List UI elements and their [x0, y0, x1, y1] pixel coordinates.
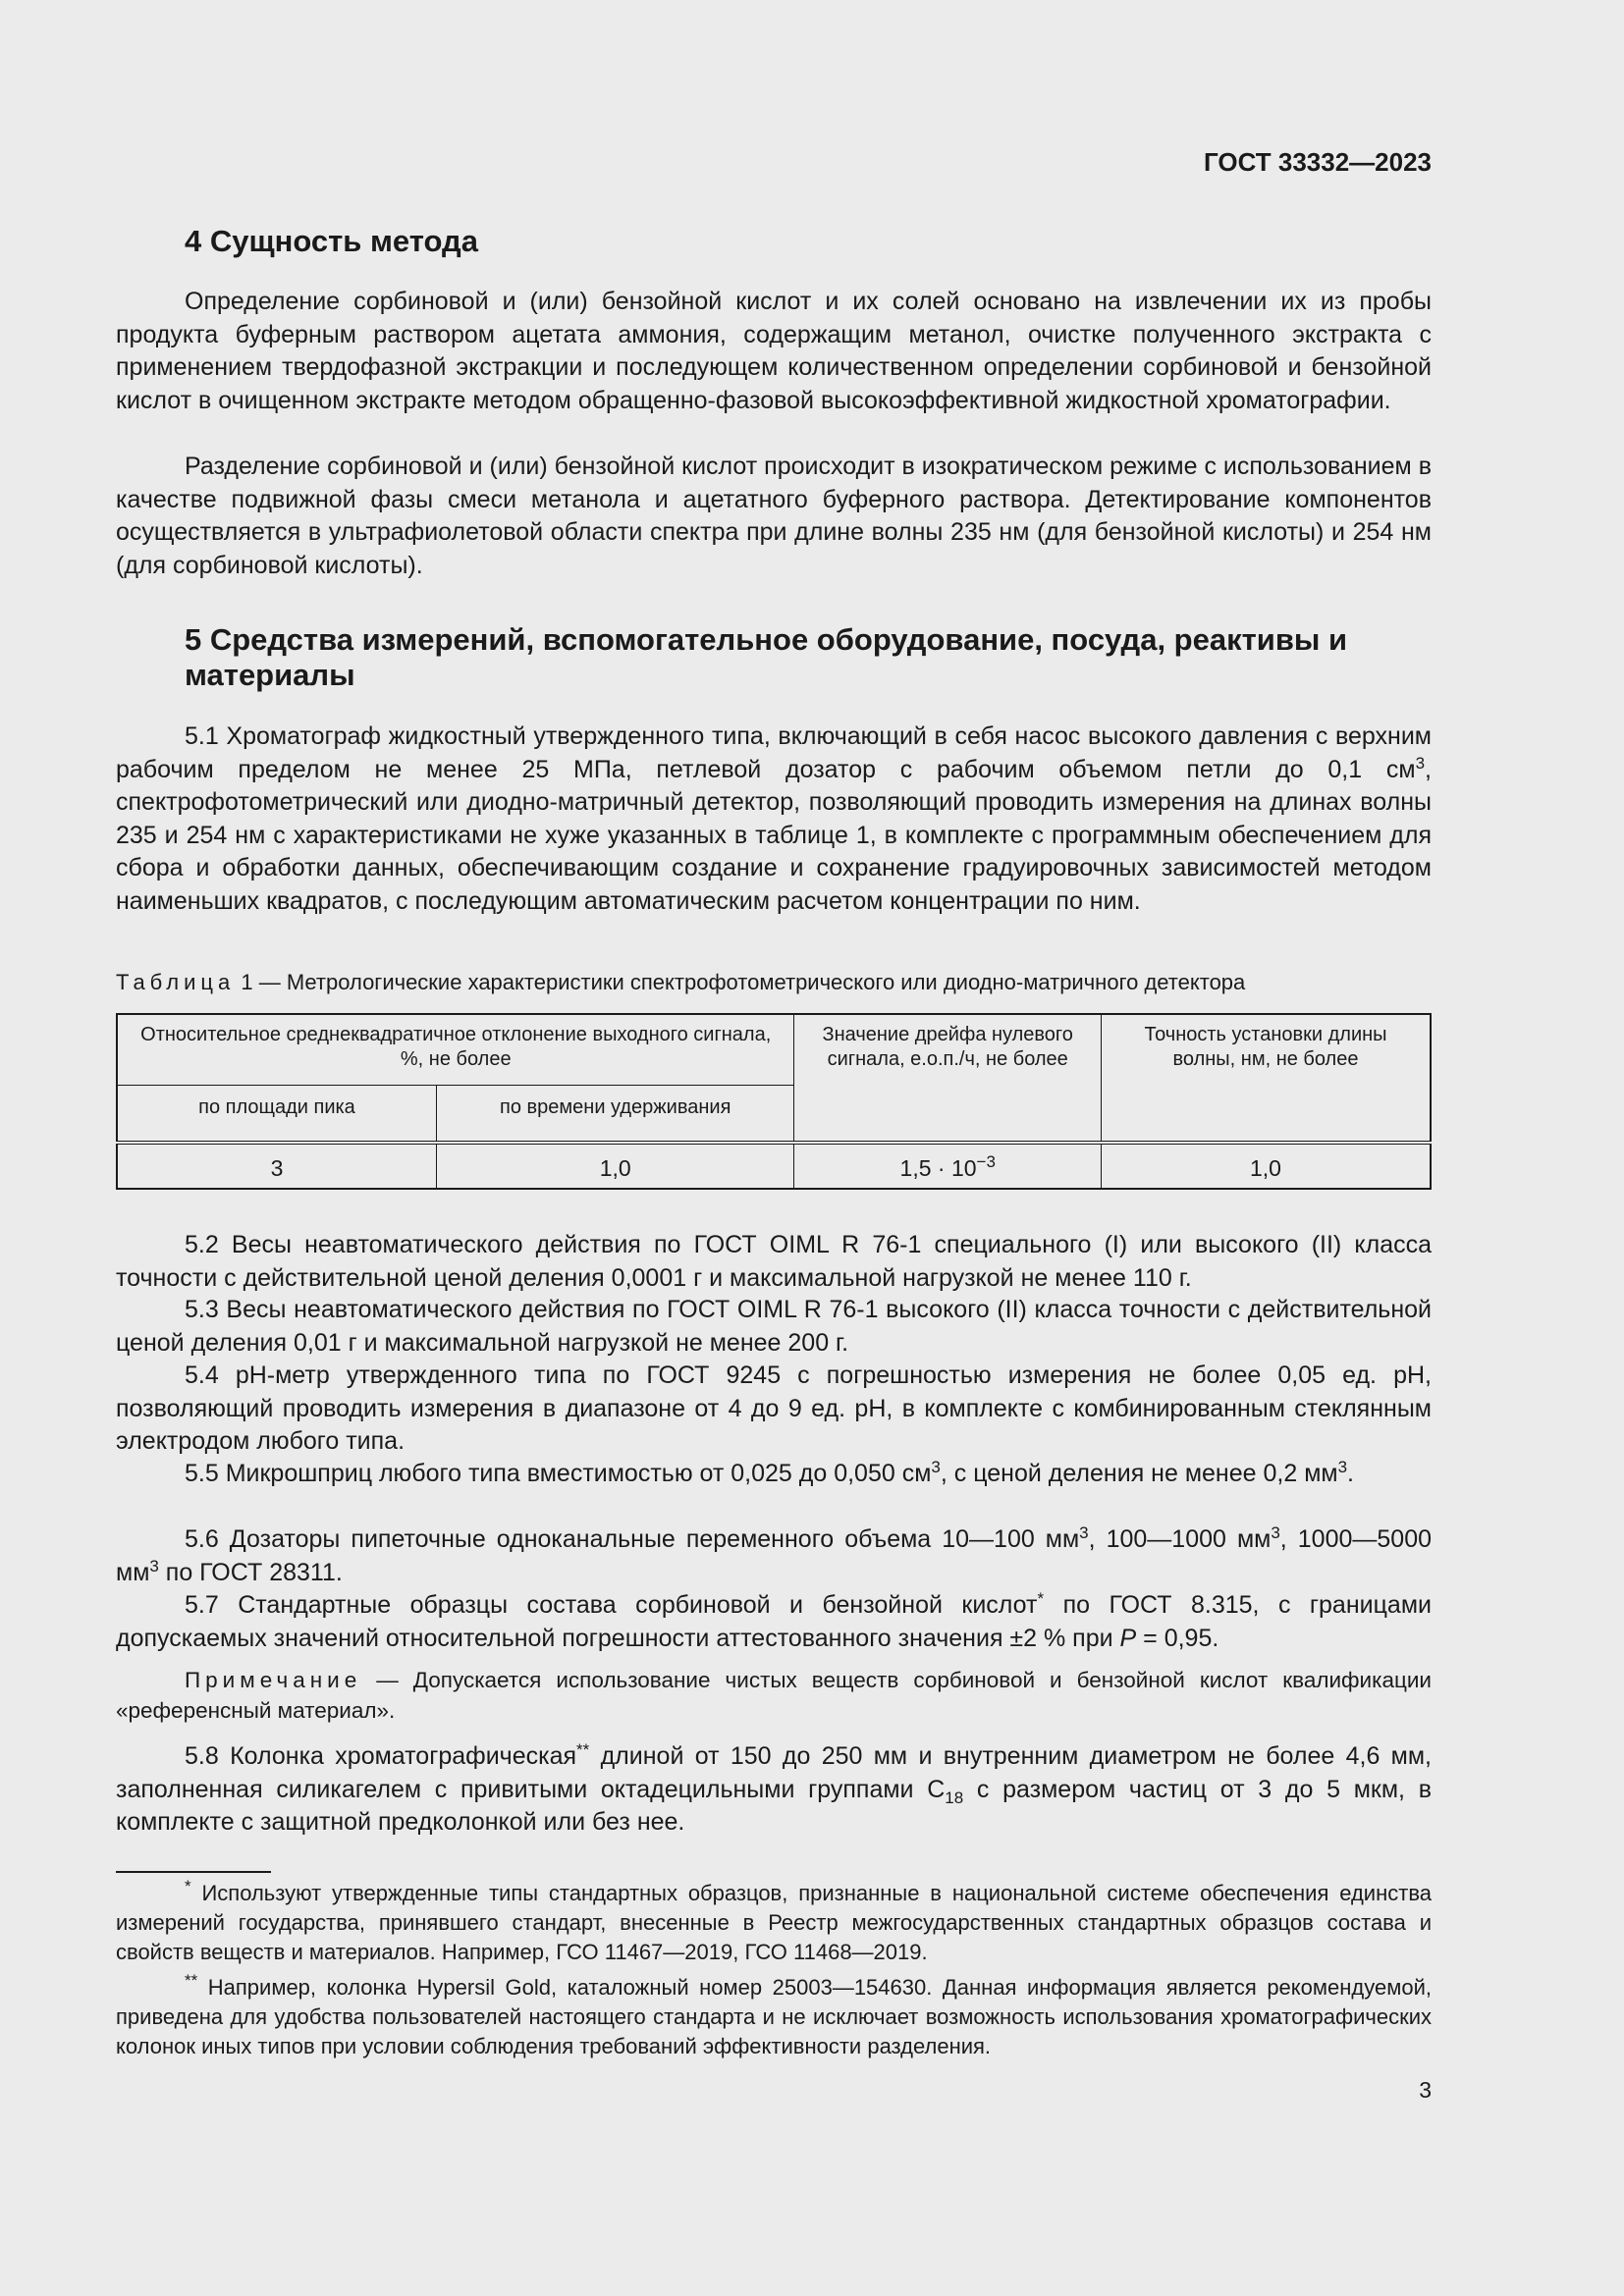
- value-wavelength: 1,0: [1101, 1143, 1431, 1189]
- paragraph-5-3: 5.3 Весы неавтоматического действия по ГОСТ OIML R 76-1 высокого (II) класса точности с действительной ценой деления 0,01 г и максимальной нагрузкой не менее 200 г.: [116, 1296, 1432, 1357]
- table-1: [116, 1013, 1432, 1190]
- paragraph-5-5: 5.5 Микрошприц любого типа вместимостью от 0,025 до 0,050 $см^3$, с ценой деления не менее 0,2 $мм^3$.: [185, 1458, 1354, 1487]
- header-peak-area: по площади пика: [117, 1086, 436, 1144]
- header-drift: Значение дрейфа нулевого сигнала, е.о.п./ч, не более: [794, 1014, 1102, 1143]
- value-drift: $1,5 \cdot 10^{-3}$: [794, 1143, 1102, 1189]
- footnote-1: * Используют утвержденные типы стандартных образцов, признанные в национальной системе обеспечения единства измерений государства, принявшего стандарт, внесенные в Реестр межгосударственных стандартных образцов состава и свойств веществ и материалов. Например, ГСО 11467—2019, ГСО 11468—2019.: [116, 1877, 1432, 1964]
- section-4-title: 4 Сущность метода: [185, 224, 478, 258]
- section-4-paragraph-1: Определение сорбиновой и (или) бензойной кислот и их солей основано на извлечении их из пробы продукта буферным раствором ацетата аммония, содержащим метанол, очистке полученного экстракта с применением твердофазной экстракции и последующем количественном определении сорбиновой и бензойной кислот в очищенном экстракте методом обращенно-фазовой высокоэффективной жидкостной хроматографии.: [116, 288, 1432, 414]
- paragraph-5-1: 5.1 Хроматограф жидкостный утвержденного типа, включающий в себя насос высокого давления с верхним рабочим пределом не менее 25 МПа, петлевой дозатор с рабочим объемом петли до 0,1 $см^3$, спектрофотометрический или диодно-матричный детектор, позволяющий проводить измерения на длинах волны 235 и 254 нм с характеристиками не хуже указанных в таблице 1, в комплекте с программным обеспечением для сбора и обработки данных, обеспечивающим создание и сохранение градуировочных зависимостей методом наименьших квадратов, с последующим автоматическим расчетом концентрации по ним.: [116, 722, 1432, 915]
- value-peak-area: 3: [117, 1143, 436, 1189]
- paragraph-5-6: 5.6 Дозаторы пипеточные одноканальные переменного объема 10—100 $мм^3$, 100—1000 $мм^3$, 1000—5000 $мм^3$ по ГОСТ 28311.: [116, 1523, 1432, 1586]
- header-rsd: Относительное среднеквадратичное отклонение выходного сигнала, %, не более: [117, 1014, 794, 1086]
- paragraph-5-2: 5.2 Весы неавтоматического действия по ГОСТ OIML R 76-1 специального (I) или высокого (II) класса точности с действительной ценой деления 0,0001 г и максимальной нагрузкой не менее 110 г.: [116, 1231, 1432, 1292]
- table-1-caption: Таблица 1 — Метрологические характеристики спектрофотометрического или диодно-матричного детектора: [116, 970, 1246, 994]
- note: Примечание — Допускается использование чистых веществ сорбиновой и бензойной кислот квалификации «референсный материал».: [116, 1668, 1432, 1723]
- footnote-2: ** Например, колонка Hypersil Gold, каталожный номер 25003—154630. Данная информация является рекомендуемой, приведена для удобства пользователей настоящего стандарта и не исключает возможность использования хроматографических колонок иных типов при условии соблюдения требований эффективности разделения.: [116, 1971, 1432, 2058]
- page-number: 3: [1419, 2077, 1432, 2103]
- header-wavelength: Точность установки длины волны, нм, не более: [1101, 1014, 1431, 1143]
- header-retention-time: по времени удерживания: [436, 1086, 793, 1144]
- value-retention-time: 1,0: [436, 1143, 793, 1189]
- section-4-paragraph-2: Разделение сорбиновой и (или) бензойной кислот происходит в изократическом режиме с использованием в качестве подвижной фазы смеси метанола и ацетатного буферного раствора. Детектирование компонентов осуществляется в ультрафиолетовой области спектра при длине волны 235 нм (для бензойной кислоты) и 254 нм (для сорбиновой кислоты).: [116, 453, 1432, 579]
- paragraph-5-7: 5.7 Стандартные образцы состава сорбиновой и бензойной кислот* по ГОСТ 8.315, с границами допускаемых значений относительной погрешности аттестованного значения ±2 % при P = 0,95.: [116, 1589, 1432, 1652]
- document-number: ГОСТ 33332—2023: [1204, 147, 1432, 177]
- paragraph-5-4: 5.4 pH-метр утвержденного типа по ГОСТ 9245 с погрешностью измерения не более 0,05 ед. pH, позволяющий проводить измерения в диапазоне от 4 до 9 ед. pH, в комплекте с комбинированным стеклянным электродом любого типа.: [116, 1362, 1432, 1455]
- footnote-separator: [116, 1871, 271, 1873]
- paragraph-5-8: 5.8 Колонка хроматографическая** длиной от 150 до 250 мм и внутренним диаметром не более 4,6 мм, заполненная силикагелем с привитыми октадецильными группами $С_{18}$ с размером частиц от 3 до 5 мкм, в комплекте с защитной предколонкой или без нее.: [116, 1740, 1432, 1836]
- table-caption-label: Таблица: [116, 970, 236, 994]
- section-5-title: 5 Средства измерений, вспомогательное оборудование, посуда, реактивы и материалы: [185, 622, 1348, 692]
- note-label: Примечание: [185, 1668, 362, 1692]
